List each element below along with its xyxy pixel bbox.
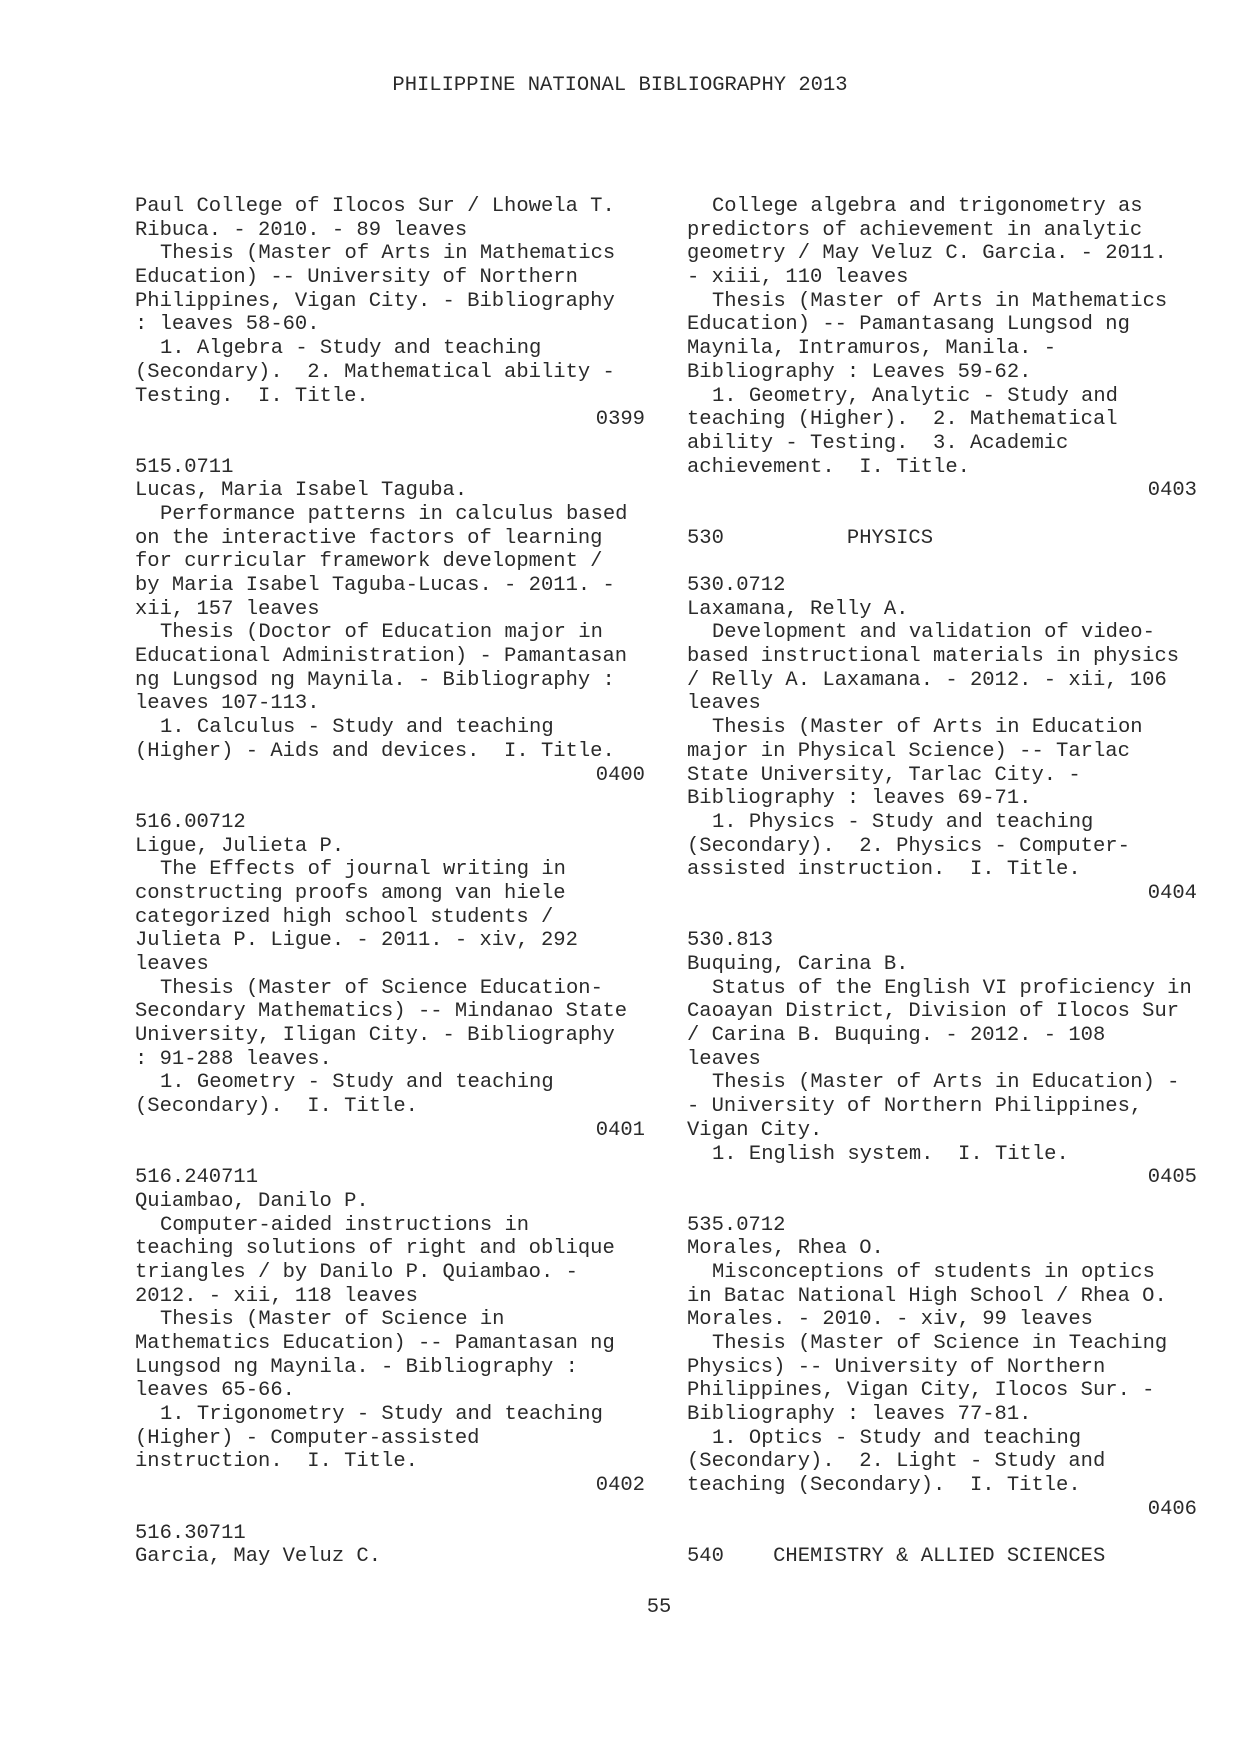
- text-line: The Effects of journal writing in: [160, 858, 566, 882]
- text-line: 1. English system. I. Title.: [712, 1142, 1069, 1166]
- entry-number: 0400: [595, 763, 645, 787]
- text-line: leaves: [687, 692, 761, 716]
- blank-line: [687, 1522, 1197, 1546]
- text-line: Educational Administration) - Pamantasan: [135, 645, 628, 669]
- text-line: Thesis (Master of Arts in Education) -: [712, 1071, 1180, 1095]
- entry-number: 0401: [595, 1118, 645, 1142]
- text-line: 516.30711: [135, 1521, 246, 1545]
- text-line: 1. Calculus - Study and teaching: [160, 716, 554, 740]
- text-line: Bibliography : Leaves 59-62.: [687, 360, 1032, 384]
- blank-line: [687, 1190, 1197, 1214]
- text-line: teaching solutions of right and oblique: [135, 1237, 615, 1261]
- text-line: 516.240711: [135, 1166, 259, 1190]
- text-line: categorized high school students /: [135, 905, 554, 929]
- text-line: 1. Geometry, Analytic - Study and: [712, 384, 1118, 408]
- text-line: 1. Trigonometry - Study and teaching: [160, 1403, 603, 1427]
- text-line: Computer-aided instructions in: [160, 1213, 530, 1237]
- text-line: Maynila, Intramuros, Manila. -: [687, 337, 1057, 361]
- text-line: Status of the English VI proficiency in: [712, 976, 1192, 1000]
- text-line: constructing proofs among van hiele: [135, 881, 566, 905]
- blank-line: [135, 432, 645, 456]
- text-line: Ligue, Julieta P.: [135, 834, 345, 858]
- entry-number: 0404: [1147, 881, 1197, 905]
- text-line: Thesis (Master of Science in Teaching: [712, 1332, 1168, 1355]
- text-line: Caoayan District, Division of Ilocos Sur: [687, 1000, 1180, 1024]
- text-line: Bibliography : leaves 77-81.: [687, 1403, 1032, 1427]
- text-line: Morales, Rhea O.: [687, 1237, 884, 1261]
- text-line: Garcia, May Veluz C.: [135, 1545, 382, 1569]
- entry-number: 0402: [595, 1474, 645, 1498]
- text-line: instruction. I. Title.: [135, 1450, 418, 1474]
- text-line: 1. Geometry - Study and teaching: [160, 1071, 554, 1095]
- text-line: Thesis (Master of Arts in Mathematics: [712, 289, 1168, 313]
- text-line: Performance patterns in calculus based: [160, 502, 628, 526]
- text-line: 516.00712: [135, 810, 246, 834]
- blank-line: [687, 503, 1197, 527]
- text-line: Physics) -- University of Northern: [687, 1355, 1106, 1379]
- text-line: Development and validation of video-: [712, 621, 1155, 645]
- text-line: - University of Northern Philippines,: [687, 1095, 1143, 1119]
- text-line: 540 CHEMISTRY & ALLIED SCIENCES: [687, 1545, 1106, 1569]
- text-line: 515.0711: [135, 455, 234, 479]
- text-line: (Secondary). I. Title.: [135, 1095, 418, 1119]
- page-header-title: PHILIPPINE NATIONAL BIBLIOGRAPHY 2013: [392, 74, 848, 97]
- text-line: leaves 107-113.: [135, 692, 320, 716]
- text-line: : 91-288 leaves.: [135, 1047, 332, 1071]
- text-line: (Secondary). 2. Light - Study and: [687, 1450, 1106, 1474]
- text-line: Thesis (Master of Science in: [160, 1308, 505, 1332]
- text-line: Ribuca. - 2010. - 89 leaves: [135, 218, 468, 242]
- text-line: Vigan City.: [687, 1118, 823, 1142]
- text-line: by Maria Isabel Taguba-Lucas. - 2011. -: [135, 574, 615, 597]
- text-line: Lungsod ng Maynila. - Bibliography :: [135, 1355, 578, 1379]
- text-line: leaves: [135, 953, 209, 976]
- entry-number: 0405: [1147, 1166, 1197, 1190]
- blank-line: [687, 550, 1197, 574]
- text-line: Education) -- Pamantasang Lungsod ng: [687, 313, 1130, 337]
- text-line: University, Iligan City. - Bibliography: [135, 1024, 615, 1048]
- text-line: ng Lungsod ng Maynila. - Bibliography :: [135, 668, 615, 692]
- text-line: 530 PHYSICS: [687, 526, 934, 550]
- blank-line: [135, 1498, 645, 1522]
- text-line: Philippines, Vigan City. - Bibliography: [135, 289, 615, 313]
- entry-number: 0403: [1147, 479, 1197, 503]
- text-line: Testing. I. Title.: [135, 384, 369, 408]
- blank-line: [135, 787, 645, 811]
- text-line: Secondary Mathematics) -- Mindanao State: [135, 1000, 628, 1024]
- text-line: 535.0712: [687, 1213, 786, 1237]
- right-column: [687, 195, 1197, 1569]
- text-line: Thesis (Master of Arts in Education: [712, 716, 1143, 740]
- text-line: xii, 157 leaves: [135, 597, 320, 621]
- text-line: Thesis (Master of Science Education-: [160, 976, 603, 1000]
- text-line: based instructional materials in physics: [687, 645, 1180, 669]
- blank-line: [135, 1143, 645, 1167]
- text-line: Philippines, Vigan City, Ilocos Sur. -: [687, 1379, 1155, 1403]
- text-line: 1. Optics - Study and teaching: [712, 1426, 1082, 1450]
- text-line: / Relly A. Laxamana. - 2012. - xii, 106: [687, 668, 1167, 692]
- text-line: assisted instruction. I. Title.: [687, 858, 1081, 882]
- text-line: Thesis (Master of Arts in Mathematics: [160, 242, 616, 266]
- text-line: Paul College of Ilocos Sur / Lhowela T.: [135, 195, 615, 218]
- text-line: Thesis (Doctor of Education major in: [160, 621, 603, 645]
- entry-number: 0399: [595, 408, 645, 432]
- text-line: (Higher) - Aids and devices. I. Title.: [135, 739, 615, 763]
- text-line: (Higher) - Computer-assisted: [135, 1426, 480, 1450]
- text-line: (Secondary). 2. Mathematical ability -: [135, 360, 615, 384]
- text-line: Morales. - 2010. - xiv, 99 leaves: [687, 1308, 1093, 1332]
- text-line: ability - Testing. 3. Academic: [687, 431, 1069, 455]
- page-number: 55: [646, 1596, 672, 1619]
- text-line: for curricular framework development /: [135, 550, 603, 574]
- text-line: Misconceptions of students in optics: [712, 1260, 1155, 1284]
- text-line: geometry / May Veluz C. Garcia. - 2011.: [687, 242, 1167, 266]
- text-line: teaching (Secondary). I. Title.: [687, 1474, 1081, 1498]
- text-line: 1. Physics - Study and teaching: [712, 810, 1094, 834]
- text-line: 2012. - xii, 118 leaves: [135, 1284, 418, 1308]
- text-line: : leaves 58-60.: [135, 313, 320, 337]
- text-line: on the interactive factors of learning: [135, 526, 603, 550]
- text-line: 1. Algebra - Study and teaching: [160, 337, 542, 361]
- text-line: 530.0712: [687, 574, 786, 597]
- text-line: triangles / by Danilo P. Quiambao. -: [135, 1260, 578, 1284]
- text-line: Quiambao, Danilo P.: [135, 1189, 369, 1213]
- text-line: Buquing, Carina B.: [687, 953, 909, 976]
- text-line: Education) -- University of Northern: [135, 266, 578, 290]
- text-line: State University, Tarlac City. -: [687, 763, 1081, 787]
- text-line: in Batac National High School / Rhea O.: [687, 1284, 1167, 1308]
- text-line: major in Physical Science) -- Tarlac: [687, 739, 1130, 763]
- text-line: predictors of achievement in analytic: [687, 218, 1143, 242]
- text-line: teaching (Higher). 2. Mathematical: [687, 408, 1118, 432]
- text-line: Julieta P. Ligue. - 2011. - xiv, 292: [135, 929, 578, 953]
- text-line: 530.813: [687, 929, 774, 953]
- text-line: leaves: [687, 1047, 761, 1071]
- text-line: Mathematics Education) -- Pamantasan ng: [135, 1332, 615, 1355]
- text-line: achievement. I. Title.: [687, 455, 970, 479]
- text-line: Bibliography : leaves 69-71.: [687, 787, 1032, 811]
- text-line: Laxamana, Relly A.: [687, 597, 909, 621]
- left-column: [135, 195, 645, 1569]
- text-line: College algebra and trigonometry as: [712, 195, 1143, 218]
- text-line: / Carina B. Buquing. - 2012. - 108: [687, 1024, 1106, 1048]
- entry-number: 0406: [1147, 1497, 1197, 1521]
- text-line: - xiii, 110 leaves: [687, 266, 909, 290]
- text-line: (Secondary). 2. Physics - Computer-: [687, 834, 1130, 858]
- text-line: Lucas, Maria Isabel Taguba.: [135, 479, 468, 503]
- text-line: leaves 65-66.: [135, 1379, 295, 1403]
- blank-line: [687, 906, 1197, 930]
